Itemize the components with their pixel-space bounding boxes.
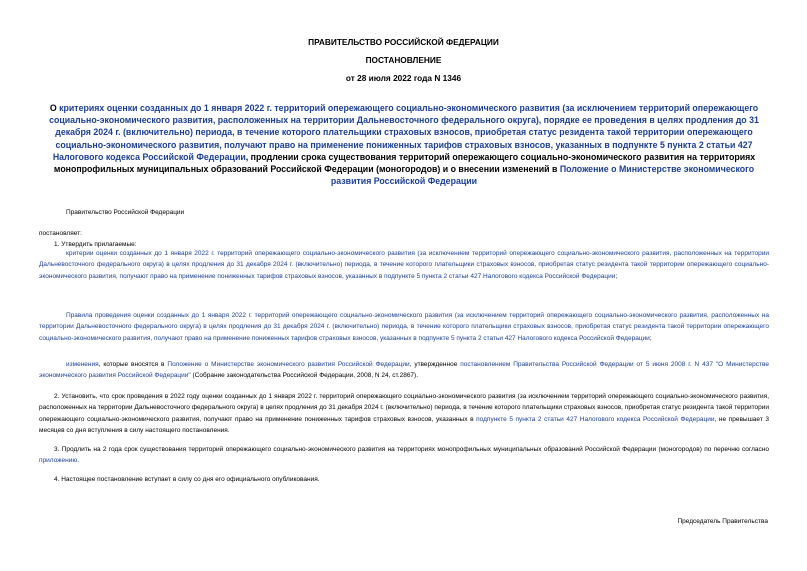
changes-regulation-link[interactable]: Положение о Министерстве экономического развития Российской Федерации <box>167 361 410 368</box>
appendix-link[interactable]: приложению <box>39 457 78 465</box>
rules-paragraph: Правила проведения оценки созданных до 1 января 2022 г. территорий опережающего социально-экономического развития (за исключением территорий опережающего социально-экономического развития, расположенных на территории Дальневосточного федерального округа) в целях продления до 31 декабря 2024 г. (включительно) периода, в течение которого плательщики страховых взносов, приобретая статус резидента такой территории опережающего социально-экономического развития, получают право на применение пониженных тарифов страховых взносов, указанных в подпункте 5 пункта 2 статьи 427 Налогового кодекса Российской Федерации; <box>39 312 769 342</box>
item-3-paragraph: 3. Продлить на 2 года срок существования территорий опережающего социально-экономического развития на территориях монопрофильных муниципальных образований Российской Федерации (моногородов) по перечню согласно приложению. <box>39 446 769 465</box>
rules-link[interactable]: Правила проведения оценки созданных до 1 января 2022 г. территорий опережающего социально-экономического развития (за исключением территорий опережающего социально-экономического развития, расположенных на территории Дальневосточного федерального округа) в целях продления до 31 декабря 2024 г. (включительно) периода, в течение которого плательщики страховых взносов, приобретая статус резидента такой территории опережающего социально-экономического развития, получают право на применение пониженных тарифов страховых взносов, указанных в подпункте 5 пункта 2 статьи 427 Налогового кодекса Российской Федерации <box>39 312 769 342</box>
title-regulation-link[interactable]: Положение о Министерстве экономического развития Российской Федерации <box>330 164 755 187</box>
criteria-link[interactable]: критерии оценки созданных до 1 января 2022 г. территорий опережающего социально-экономического развития (за исключением территорий опережающего социально-экономического развития, расположенных на территории Дальневосточного федерального округа) в целях продления до 31 декабря 2024 г. (включительно) периода, в течение которого плательщики страховых взносов, приобретая статус резидента такой территории опережающего социально-экономического развития, получают право на применение пониженных тарифов страховых взносов, указанных в подпункте 5 пункта 2 статьи 427 Налогового кодекса Российской Федерации <box>39 250 769 280</box>
item-1-approve: 1. Утвердить прилагаемые: <box>54 241 137 248</box>
issuer-line: Правительство Российской Федерации <box>66 209 185 216</box>
item-4-paragraph: 4. Настоящее постановление вступает в силу со дня его официального опубликования. <box>54 476 320 483</box>
title-middle: , продлении срока существования территорий опережающего социально-экономического развития на территориях монопрофильных муниципальных образований Российской Федерации (моногородов) и о внесении изменений в <box>53 151 756 175</box>
criteria-paragraph: критерии оценки созданных до 1 января 2022 г. территорий опережающего социально-экономического развития (за исключением территорий опережающего социально-экономического развития, расположенных на территории Дальневосточного федерального округа) в целях продления до 31 декабря 2024 г. (включительно) периода, в течение которого плательщики страховых взносов, приобретая статус резидента такой территории опережающего социально-экономического развития, получают право на применение пониженных тарифов страховых взносов, указанных в подпункте 5 пункта 2 статьи 427 Налогового кодекса Российской Федерации; <box>39 250 769 280</box>
changes-resolution-link[interactable]: постановлением Правительства Российской Федерации от 5 июня 2008 г. N 437 "О Министерстве экономического развития Российской Федерации" <box>39 361 769 380</box>
government-name: ПРАВИТЕЛЬСТВО РОССИЙСКОЙ ФЕДЕРАЦИИ <box>308 37 499 47</box>
document-type: ПОСТАНОВЛЕНИЕ <box>365 55 442 65</box>
changes-paragraph: изменения, которые вносятся в Положение о Министерстве экономического развития Российской Федерации, утвержденное постановлением Правительства Российской Федерации от 5 июня 2008 г. N 437 "О Министерстве экономического развития Российской Федерации" (Собрание законодательства Российской Федерации, 2008, N 24, ст.2867). <box>39 361 769 380</box>
resolves-line: постановляет: <box>39 230 82 237</box>
document-title <box>36 102 772 187</box>
document-date-number: от 28 июля 2022 года N 1346 <box>345 73 462 83</box>
title-criteria-link[interactable]: критериях оценки созданных до 1 января 2022 г. территорий опережающего социально-экономического развития (за исключением территорий опережающего социально-экономического развития, расположенных на территории Дальневосточного федерального округа), порядке ее проведения в целях продления до 31 декабря 2024 г. (включительно) периода, в течение которого плательщики страховых взносов, приобретая статус резидента такой территории опережающего социально-экономического развития, получают право на применение пониженных тарифов страховых взносов, указанных в подпункте 5 пункта 2 статьи 427 Налогового кодекса Российской Федерации <box>49 103 759 162</box>
item-2-tax-code-link[interactable]: подпункте 5 пункта 2 статьи 427 Налогового кодекса Российской Федерации <box>476 415 715 423</box>
item-2-paragraph: 2. Установить, что срок проведения в 2022 году оценки созданных до 1 января 2022 г. территорий опережающего социально-экономического развития (за исключением территорий опережающего социально-экономического развития, расположенных на территории Дальневосточного федерального округа) в целях продления до 31 декабря 2024 г. (включительно) периода, в течение которого плательщики страховых взносов, приобретая статус резидента такой территории опережающего социально-экономического развития, получают право на применение пониженных тарифов страховых взносов, указанных в подпункте 5 пункта 2 статьи 427 Налогового кодекса Российской Федерации, не превышает 3 месяцев со дня вступления в силу настоящего постановления. <box>39 393 770 435</box>
changes-link[interactable]: изменения <box>66 361 99 368</box>
signature-line: Председатель Правительства <box>677 518 768 525</box>
title-prefix: О <box>49 103 60 113</box>
